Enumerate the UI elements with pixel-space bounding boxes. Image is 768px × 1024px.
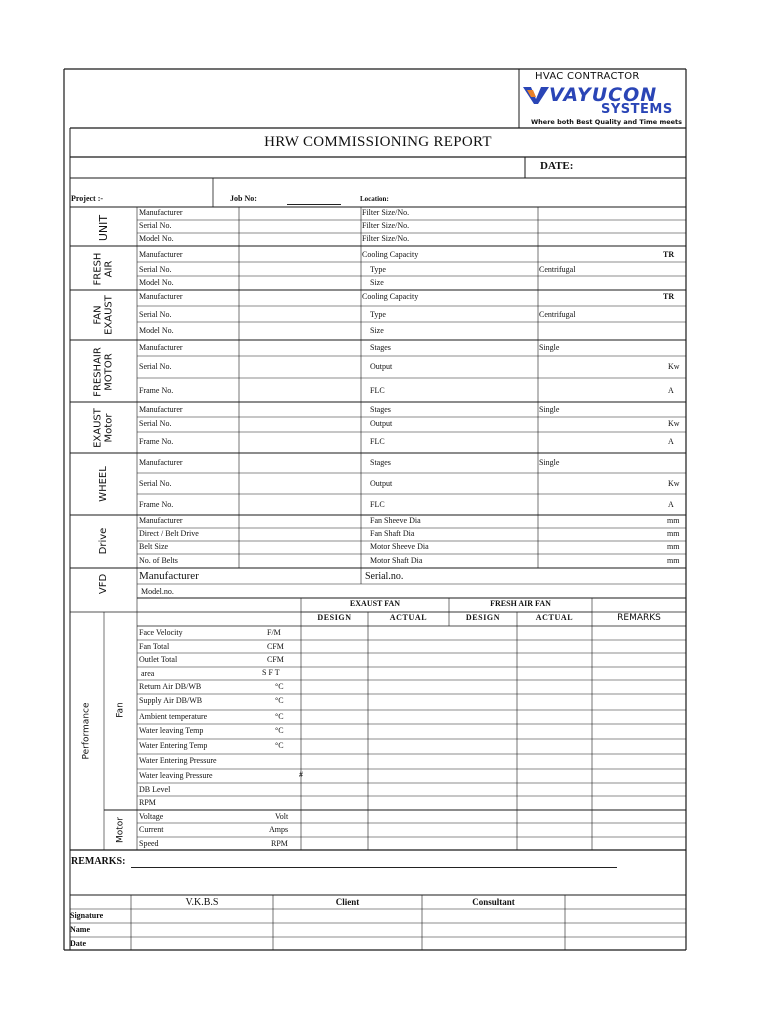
signoff-col-client: Client [335, 897, 360, 907]
side-label-exaust-motor: EXAUST Motor [92, 408, 114, 448]
project-label: Project :- [71, 194, 104, 203]
side-label-fresh-air: FRESH AIR [92, 252, 114, 286]
wheel-frame-label: Frame No. [139, 500, 174, 509]
vfd-serial-label: Serial.no. [365, 571, 404, 582]
fresh-air-type-value: Centrifugal [539, 265, 576, 274]
contractor-label: HVAC CONTRACTOR [535, 71, 640, 82]
exaust-motor-flc-label: FLC [370, 437, 385, 446]
perf-param-label: RPM [139, 798, 156, 807]
perf-param-label: area [141, 669, 155, 678]
exaust-motor-serial-label: Serial No. [139, 419, 172, 428]
fresh-air-manufacturer-label: Manufacturer [139, 250, 183, 259]
perf-param-label: Supply Air DB/WB [139, 696, 203, 705]
fan-exaust-size-label: Size [370, 326, 384, 335]
company-name-top: VAYUCON [549, 84, 658, 106]
motor-unit-label: RPM [271, 839, 288, 848]
fan-exaust-manufacturer-label: Manufacturer [139, 292, 183, 301]
side-label-motor: Motor [115, 816, 126, 844]
job-no-label: Job No: [230, 194, 257, 203]
fan-exaust-model-label: Model No. [139, 326, 174, 335]
company-logo [519, 70, 686, 128]
drive-fan-shaft-dia-unit: mm [667, 529, 680, 538]
fresh-design-header: DESIGN [465, 613, 501, 622]
exaust-fan-header: EXAUST FAN [349, 599, 401, 608]
drive-manufacturer-label: Manufacturer [139, 516, 183, 525]
fan-exaust-type-value: Centrifugal [539, 310, 576, 319]
perf-param-label: Fan Total [139, 642, 170, 651]
wheel-manufacturer-label: Manufacturer [139, 458, 183, 467]
wheel-stages-label: Stages [370, 458, 391, 467]
fresh-air-type-label: Type [370, 265, 386, 274]
signoff-col-vkbs: V.K.B.S [185, 897, 219, 908]
motor-param-label: Speed [139, 839, 159, 848]
drive-motor-sheeve-dia-unit: mm [667, 542, 680, 551]
motor-param-label: Current [139, 825, 164, 834]
exaust-motor-stages-value: Single [539, 405, 560, 414]
freshair-motor-frame-label: Frame No. [139, 386, 174, 395]
unit-filter-size-label: Filter Size/No. [362, 208, 410, 217]
company-name-bottom: SYSTEMS [601, 102, 673, 117]
unit-model-label: Model No. [139, 234, 174, 243]
drive-motor-shaft-dia-unit: mm [667, 556, 680, 565]
fresh-actual-header: ACTUAL [535, 613, 574, 622]
wheel-output-unit: Kw [668, 479, 680, 488]
side-label-drive: Drive [97, 527, 109, 555]
perf-unit-label: # [299, 770, 303, 779]
perf-param-label: Water leaving Pressure [139, 771, 213, 780]
exaust-motor-output-label: Output [370, 419, 393, 428]
perf-unit-label: CFM [267, 642, 284, 651]
motor-unit-label: Volt [275, 812, 289, 821]
logo-mark-icon [521, 84, 551, 106]
fan-exaust-cooling-capacity-label: Cooling Capacity [362, 292, 419, 301]
side-label-wheel: WHEEL [97, 466, 109, 502]
fresh-air-size-label: Size [370, 278, 384, 287]
wheel-flc-unit: A [668, 500, 674, 509]
signoff-col-consultant: Consultant [472, 897, 515, 907]
remarks-header: REMARKS [617, 613, 661, 623]
motor-unit-label: Amps [269, 825, 289, 834]
drive-motor-shaft-dia-label: Motor Shaft Dia [370, 556, 423, 565]
vfd-model-label: Model.no. [141, 587, 174, 596]
perf-unit-label: CFM [267, 655, 284, 664]
perf-param-label: Water leaving Temp [139, 726, 204, 735]
drive-fan-sheeve-dia-label: Fan Sheeve Dia [370, 516, 421, 525]
drive-no-of-belts-label: No. of Belts [139, 556, 178, 565]
perf-unit-label: °C [275, 741, 284, 750]
perf-unit-label: °C [275, 712, 284, 721]
freshair-motor-stages-value: Single [539, 343, 560, 352]
side-label-freshair-motor: FRESHAIR MOTOR [92, 347, 114, 397]
side-label-unit: UNIT [97, 214, 111, 242]
wheel-output-label: Output [370, 479, 393, 488]
perf-param-label: DB Level [139, 785, 171, 794]
report-title: HRW COMMISSIONING REPORT [264, 134, 492, 150]
signoff-row-signature: Signature [70, 911, 104, 920]
drive-fan-sheeve-dia-unit: mm [667, 516, 680, 525]
exaust-design-header: DESIGN [317, 613, 352, 622]
side-label-performance: Performance [81, 702, 92, 760]
vfd-manufacturer-label: Manufacturer [139, 570, 199, 582]
fan-exaust-type-label: Type [370, 310, 386, 319]
fan-exaust-serial-label: Serial No. [139, 310, 172, 319]
freshair-motor-manufacturer-label: Manufacturer [139, 343, 183, 352]
freshair-motor-serial-label: Serial No. [139, 362, 172, 371]
exaust-motor-frame-label: Frame No. [139, 437, 174, 446]
exaust-actual-header: ACTUAL [389, 613, 428, 622]
exaust-motor-flc-unit: A [668, 437, 674, 446]
perf-unit-label: S F T [262, 668, 280, 677]
wheel-stages-value: Single [539, 458, 560, 467]
fresh-air-cooling-capacity-unit: TR [663, 250, 675, 259]
drive-fan-shaft-dia-label: Fan Shaft Dia [370, 529, 415, 538]
exaust-motor-stages-label: Stages [370, 405, 391, 414]
perf-param-label: Return Air DB/WB [139, 682, 202, 691]
perf-param-label: Water Entering Temp [139, 741, 208, 750]
perf-unit-label: F/M [267, 628, 281, 637]
freshair-motor-flc-unit: A [668, 386, 674, 395]
company-tagline: Where both Best Quality and Time meets [531, 118, 683, 126]
freshair-motor-stages-label: Stages [370, 343, 391, 352]
fresh-air-serial-label: Serial No. [139, 265, 172, 274]
unit-manufacturer-label: Manufacturer [139, 208, 183, 217]
unit-filter-size-label: Filter Size/No. [362, 221, 410, 230]
signoff-row-name: Name [70, 925, 90, 934]
perf-param-label: Water Entering Pressure [139, 756, 217, 765]
side-label-fan-exaust: FAN EXAUST [92, 295, 114, 335]
drive-direct-belt-label: Direct / Belt Drive [139, 529, 199, 538]
drive-belt-size-label: Belt Size [139, 542, 169, 551]
freshair-motor-output-unit: Kw [668, 362, 680, 371]
fresh-air-fan-header: FRESH AIR FAN [490, 599, 551, 608]
exaust-motor-manufacturer-label: Manufacturer [139, 405, 183, 414]
date-label: DATE: [540, 160, 574, 172]
perf-param-label: Outlet Total [139, 655, 178, 664]
drive-motor-sheeve-dia-label: Motor Sheeve Dia [370, 542, 429, 551]
perf-unit-label: °C [275, 726, 284, 735]
perf-param-label: Ambient temperature [139, 712, 208, 721]
fan-exaust-cooling-capacity-unit: TR [663, 292, 675, 301]
job-no-underline [287, 204, 341, 205]
freshair-motor-flc-label: FLC [370, 386, 385, 395]
fresh-air-cooling-capacity-label: Cooling Capacity [362, 250, 419, 259]
unit-serial-label: Serial No. [139, 221, 172, 230]
perf-unit-label: °C [275, 696, 284, 705]
side-label-fan: Fan [115, 702, 126, 718]
perf-param-label: Face Velocity [139, 628, 183, 637]
fresh-air-model-label: Model No. [139, 278, 174, 287]
freshair-motor-output-label: Output [370, 362, 393, 371]
motor-param-label: Voltage [139, 812, 164, 821]
remarks-line[interactable] [131, 867, 617, 868]
wheel-serial-label: Serial No. [139, 479, 172, 488]
wheel-flc-label: FLC [370, 500, 385, 509]
perf-unit-label: °C [275, 682, 284, 691]
unit-filter-size-label: Filter Size/No. [362, 234, 410, 243]
exaust-motor-output-unit: Kw [668, 419, 680, 428]
side-label-vfd: VFD [97, 573, 109, 595]
signoff-row-date: Date [70, 939, 86, 948]
remarks-label: REMARKS: [71, 856, 126, 867]
location-label: Location: [360, 195, 389, 203]
